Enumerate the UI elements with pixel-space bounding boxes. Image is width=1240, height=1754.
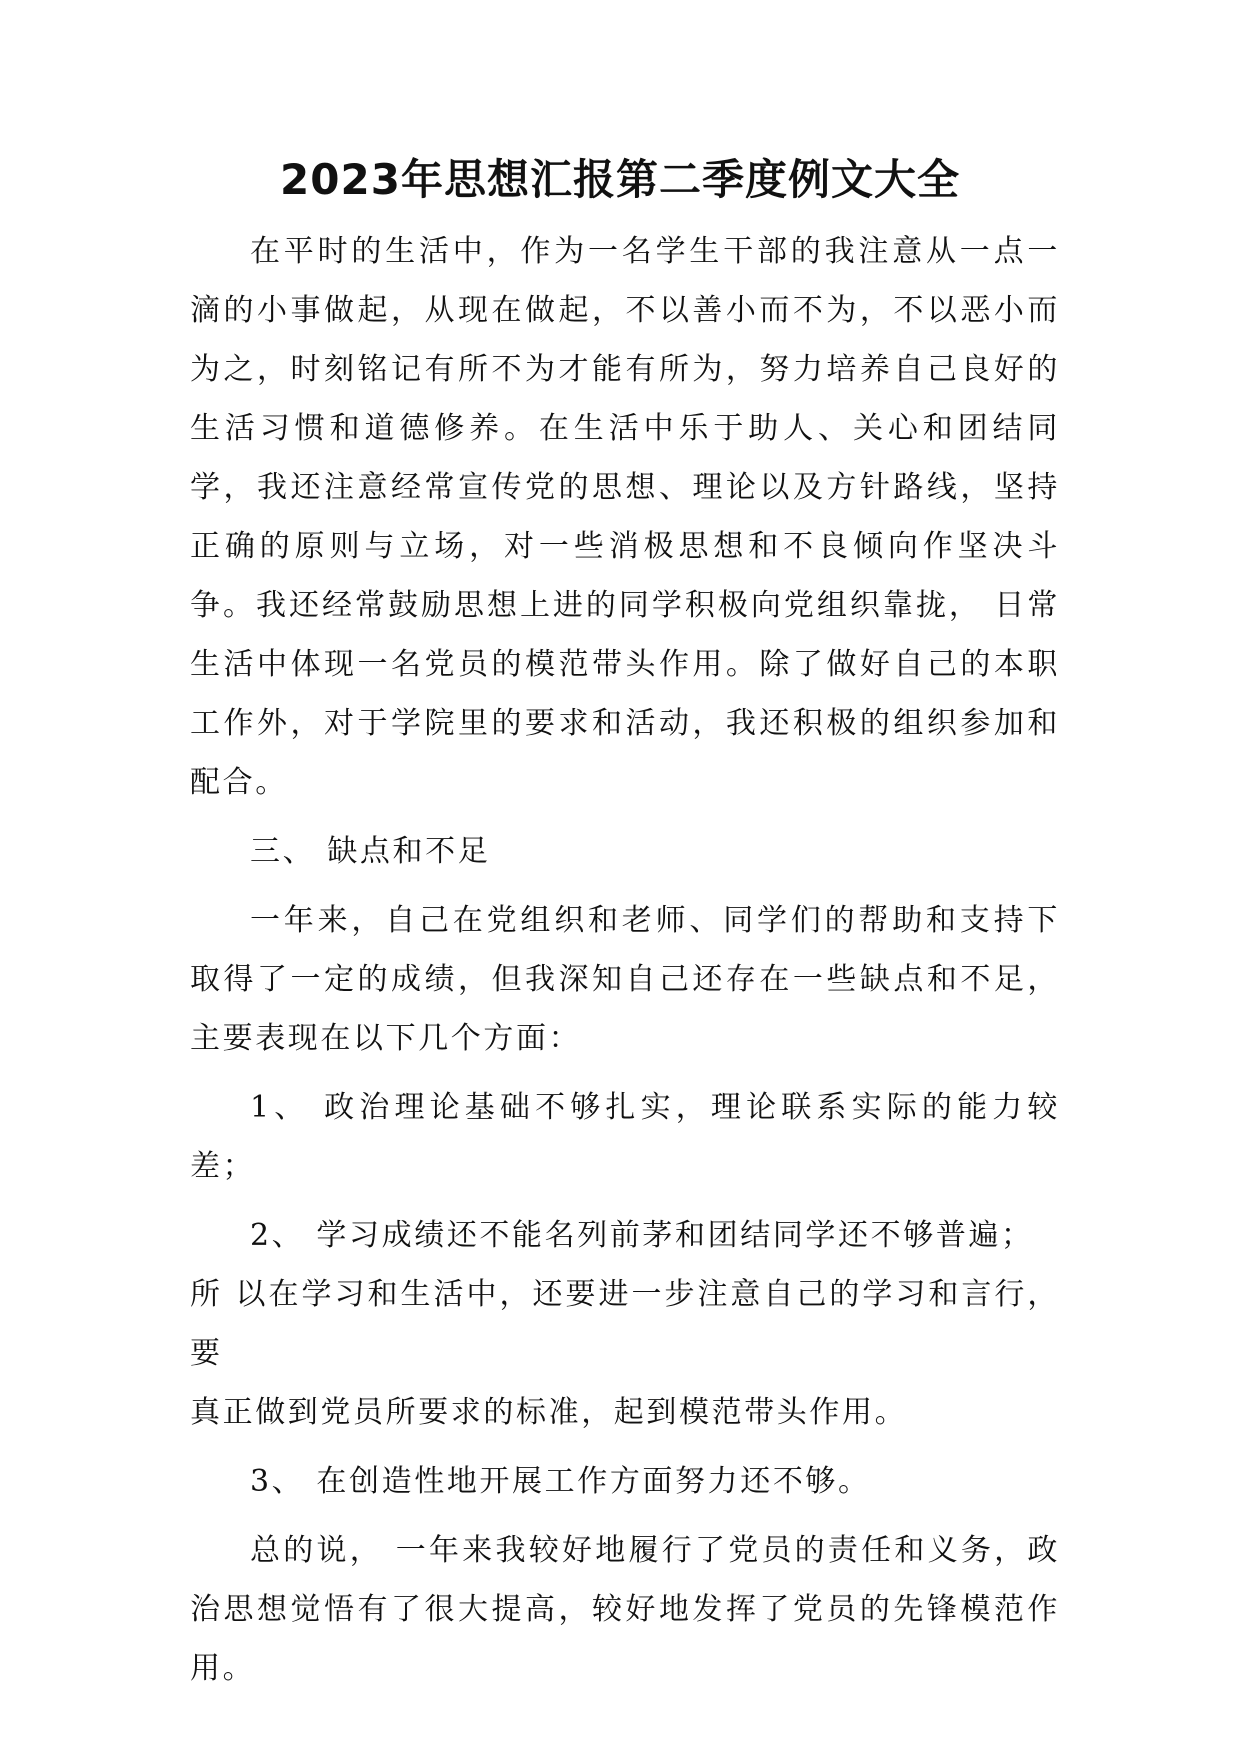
section-heading-shortcomings: 三、 缺点和不足 (250, 834, 491, 869)
document-title: 2023年思想汇报第二季度例文大全 (280, 155, 960, 204)
paragraph-achievements: 一年来，自己在党组织和老师、同学们的帮助和支持下取得了一定的成绩，但我深知自己还存在一些缺点和不足，主要表现在以下几个方面： (190, 903, 1060, 1056)
paragraph-summary: 总的说， 一年来我较好地履行了党员的责任和义务，政治思想觉悟有了很大提高，较好地发挥了党员的先锋模范作用。 (190, 1533, 1060, 1686)
list-item-2: 2、 学习成绩还不能名列前茅和团结同学还不够普遍； (250, 1218, 1034, 1253)
paragraph-improvement-cont: 真正做到党员所要求的标准，起到模范带头作用。 (190, 1395, 908, 1430)
list-item-3: 3、 在创造性地开展工作方面努力还不够。 (250, 1464, 871, 1499)
document-body (190, 222, 1060, 1698)
paragraph-improvement: 所 以在学习和生活中，还要进一步注意自己的学习和言行，要 (190, 1277, 1060, 1371)
list-item-1: 1、 政治理论基础不够扎实，理论联系实际的能力较差； (190, 1090, 1060, 1184)
paragraph-conduct: 在平时的生活中，作为一名学生干部的我注意从一点一滴的小事做起，从现在做起，不以善小而不为，不以恶小而为之，时刻铭记有所不为才能有所为，努力培养自己良好的生活习惯和道德修养。在生活中乐于助人、关心和团结同学，我还注意经常宣传党的思想、理论以及方针路线，坚持正确的原则与立场，对一些消极思想和不良倾向作坚决斗争。我还经常鼓励思想上进的同学积极向党组织靠拢， 日常生活中体现一名党员的模范带头作用。除了做好自己的本职工作外，对于学院里的要求和活动，我还积极的组织参加和配合。 (190, 234, 1060, 800)
